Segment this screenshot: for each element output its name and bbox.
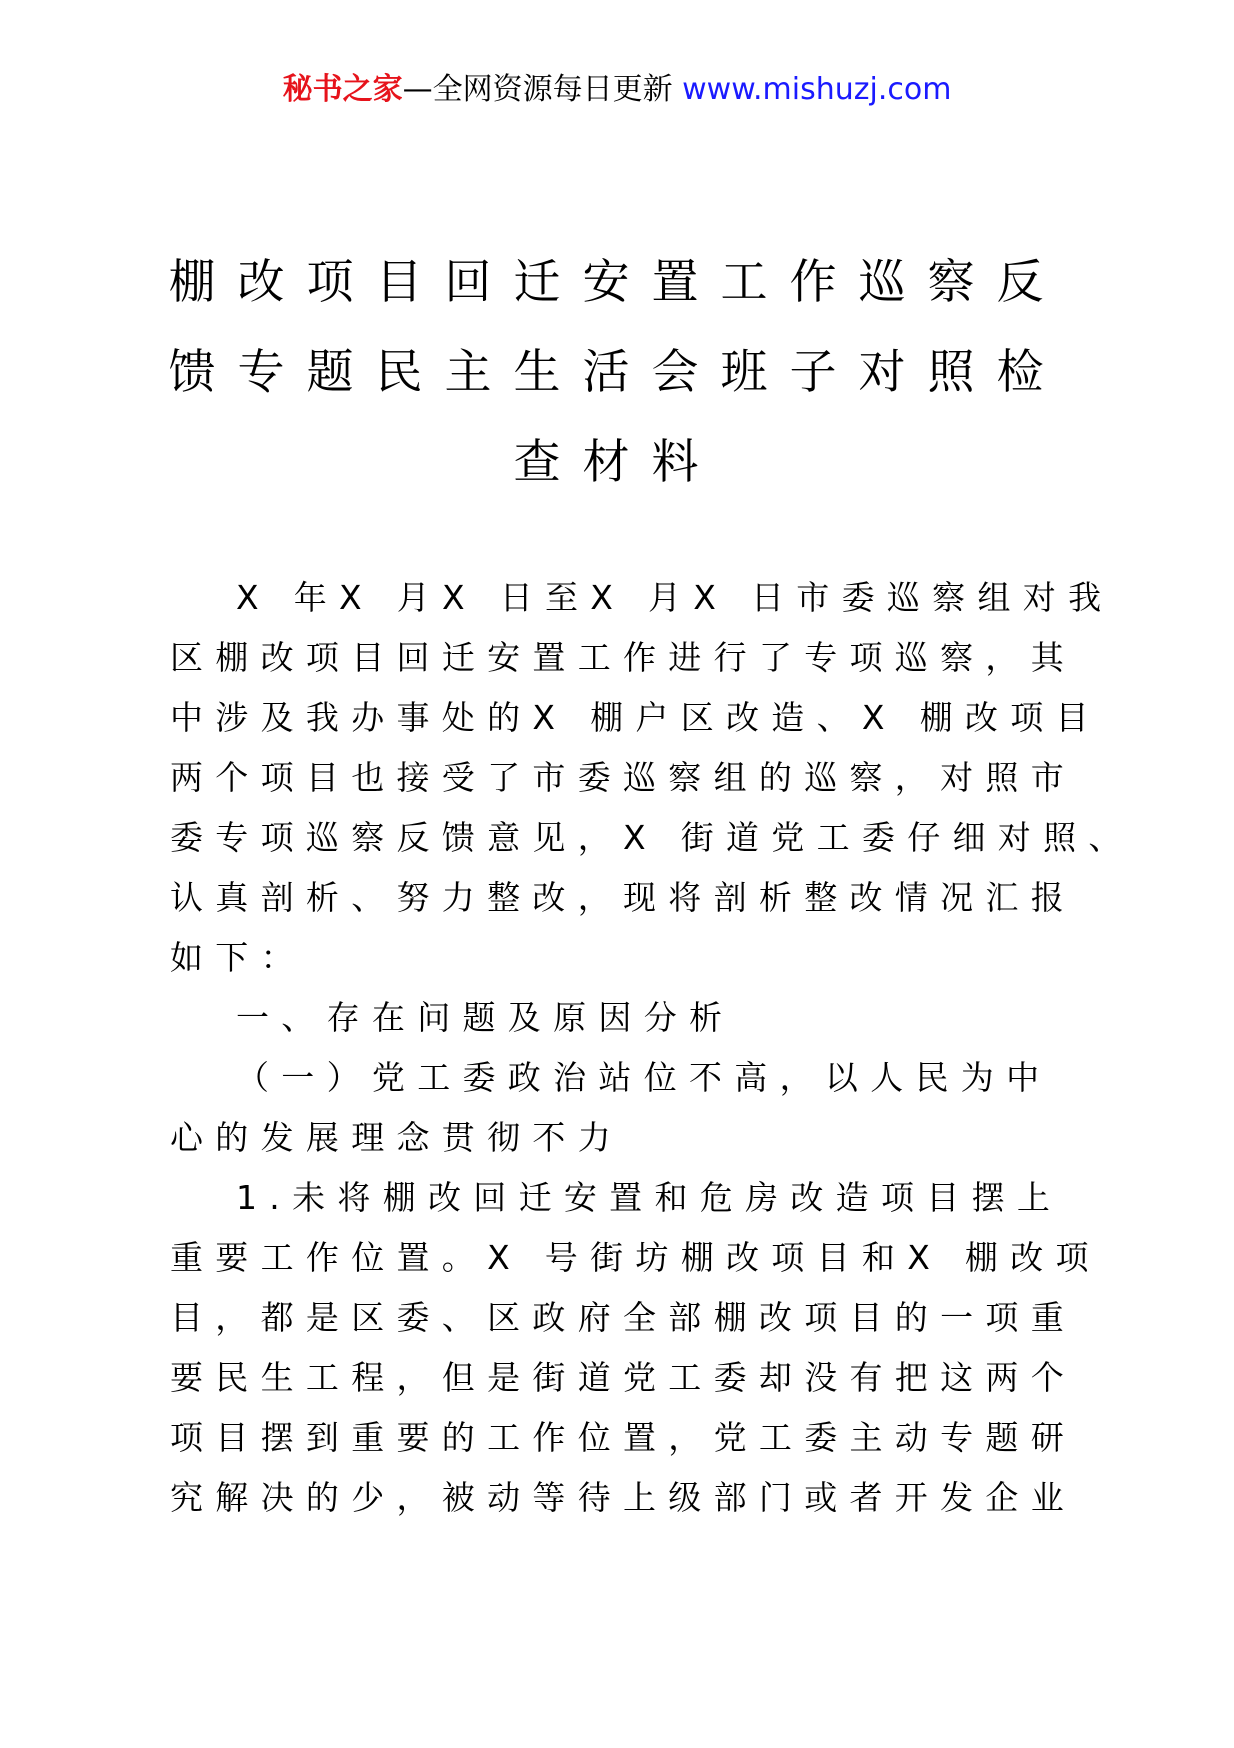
page-header	[0, 70, 1234, 110]
header-url-link[interactable]: www.mishuzj.com	[682, 72, 952, 107]
body-text-line: 如下：	[170, 938, 306, 977]
title-line: 棚改项目回迁安置工作巡察反	[168, 255, 1066, 310]
document-body	[170, 568, 1134, 1528]
body-text-line: 心的发展理念贯彻不力	[170, 1118, 623, 1157]
body-text-line: 重要工作位置。X 号街坊棚改项目和X 棚改项	[170, 1238, 1101, 1277]
body-text-line: （一）党工委政治站位不高，以人民为中	[236, 1058, 1052, 1097]
body-text-line: X 年X 月X 日至X 月X 日市委巡察组对我	[236, 578, 1114, 617]
body-text-line: 项目摆到重要的工作位置，党工委主动专题研	[170, 1418, 1076, 1457]
body-text-line: 中涉及我办事处的X 棚户区改造、X 棚改项目	[170, 698, 1101, 737]
document-title	[150, 238, 1084, 508]
body-text-line: 究解决的少，被动等待上级部门或者开发企业	[170, 1478, 1076, 1517]
body-text-line: 认真剖析、努力整改，现将剖析整改情况汇报	[170, 878, 1076, 917]
title-line: 查材料	[513, 435, 721, 490]
header-tagline: —全网资源每日更新	[402, 72, 683, 107]
title-line: 馈专题民主生活会班子对照检	[168, 345, 1066, 400]
body-text-line: 要民生工程，但是街道党工委却没有把这两个	[170, 1358, 1076, 1397]
body-text-line: 委专项巡察反馈意见，X 街道党工委仔细对照、	[170, 818, 1134, 857]
body-text-line: 1.未将棚改回迁安置和危房改造项目摆上	[236, 1178, 1063, 1217]
brand-name: 秘书之家	[282, 72, 403, 107]
body-text-line: 一、存在问题及原因分析	[236, 998, 735, 1037]
body-text-line: 两个项目也接受了市委巡察组的巡察，对照市	[170, 758, 1076, 797]
body-text-line: 区棚改项目回迁安置工作进行了专项巡察，其	[170, 638, 1076, 677]
body-text-line: 目，都是区委、区政府全部棚改项目的一项重	[170, 1298, 1076, 1337]
